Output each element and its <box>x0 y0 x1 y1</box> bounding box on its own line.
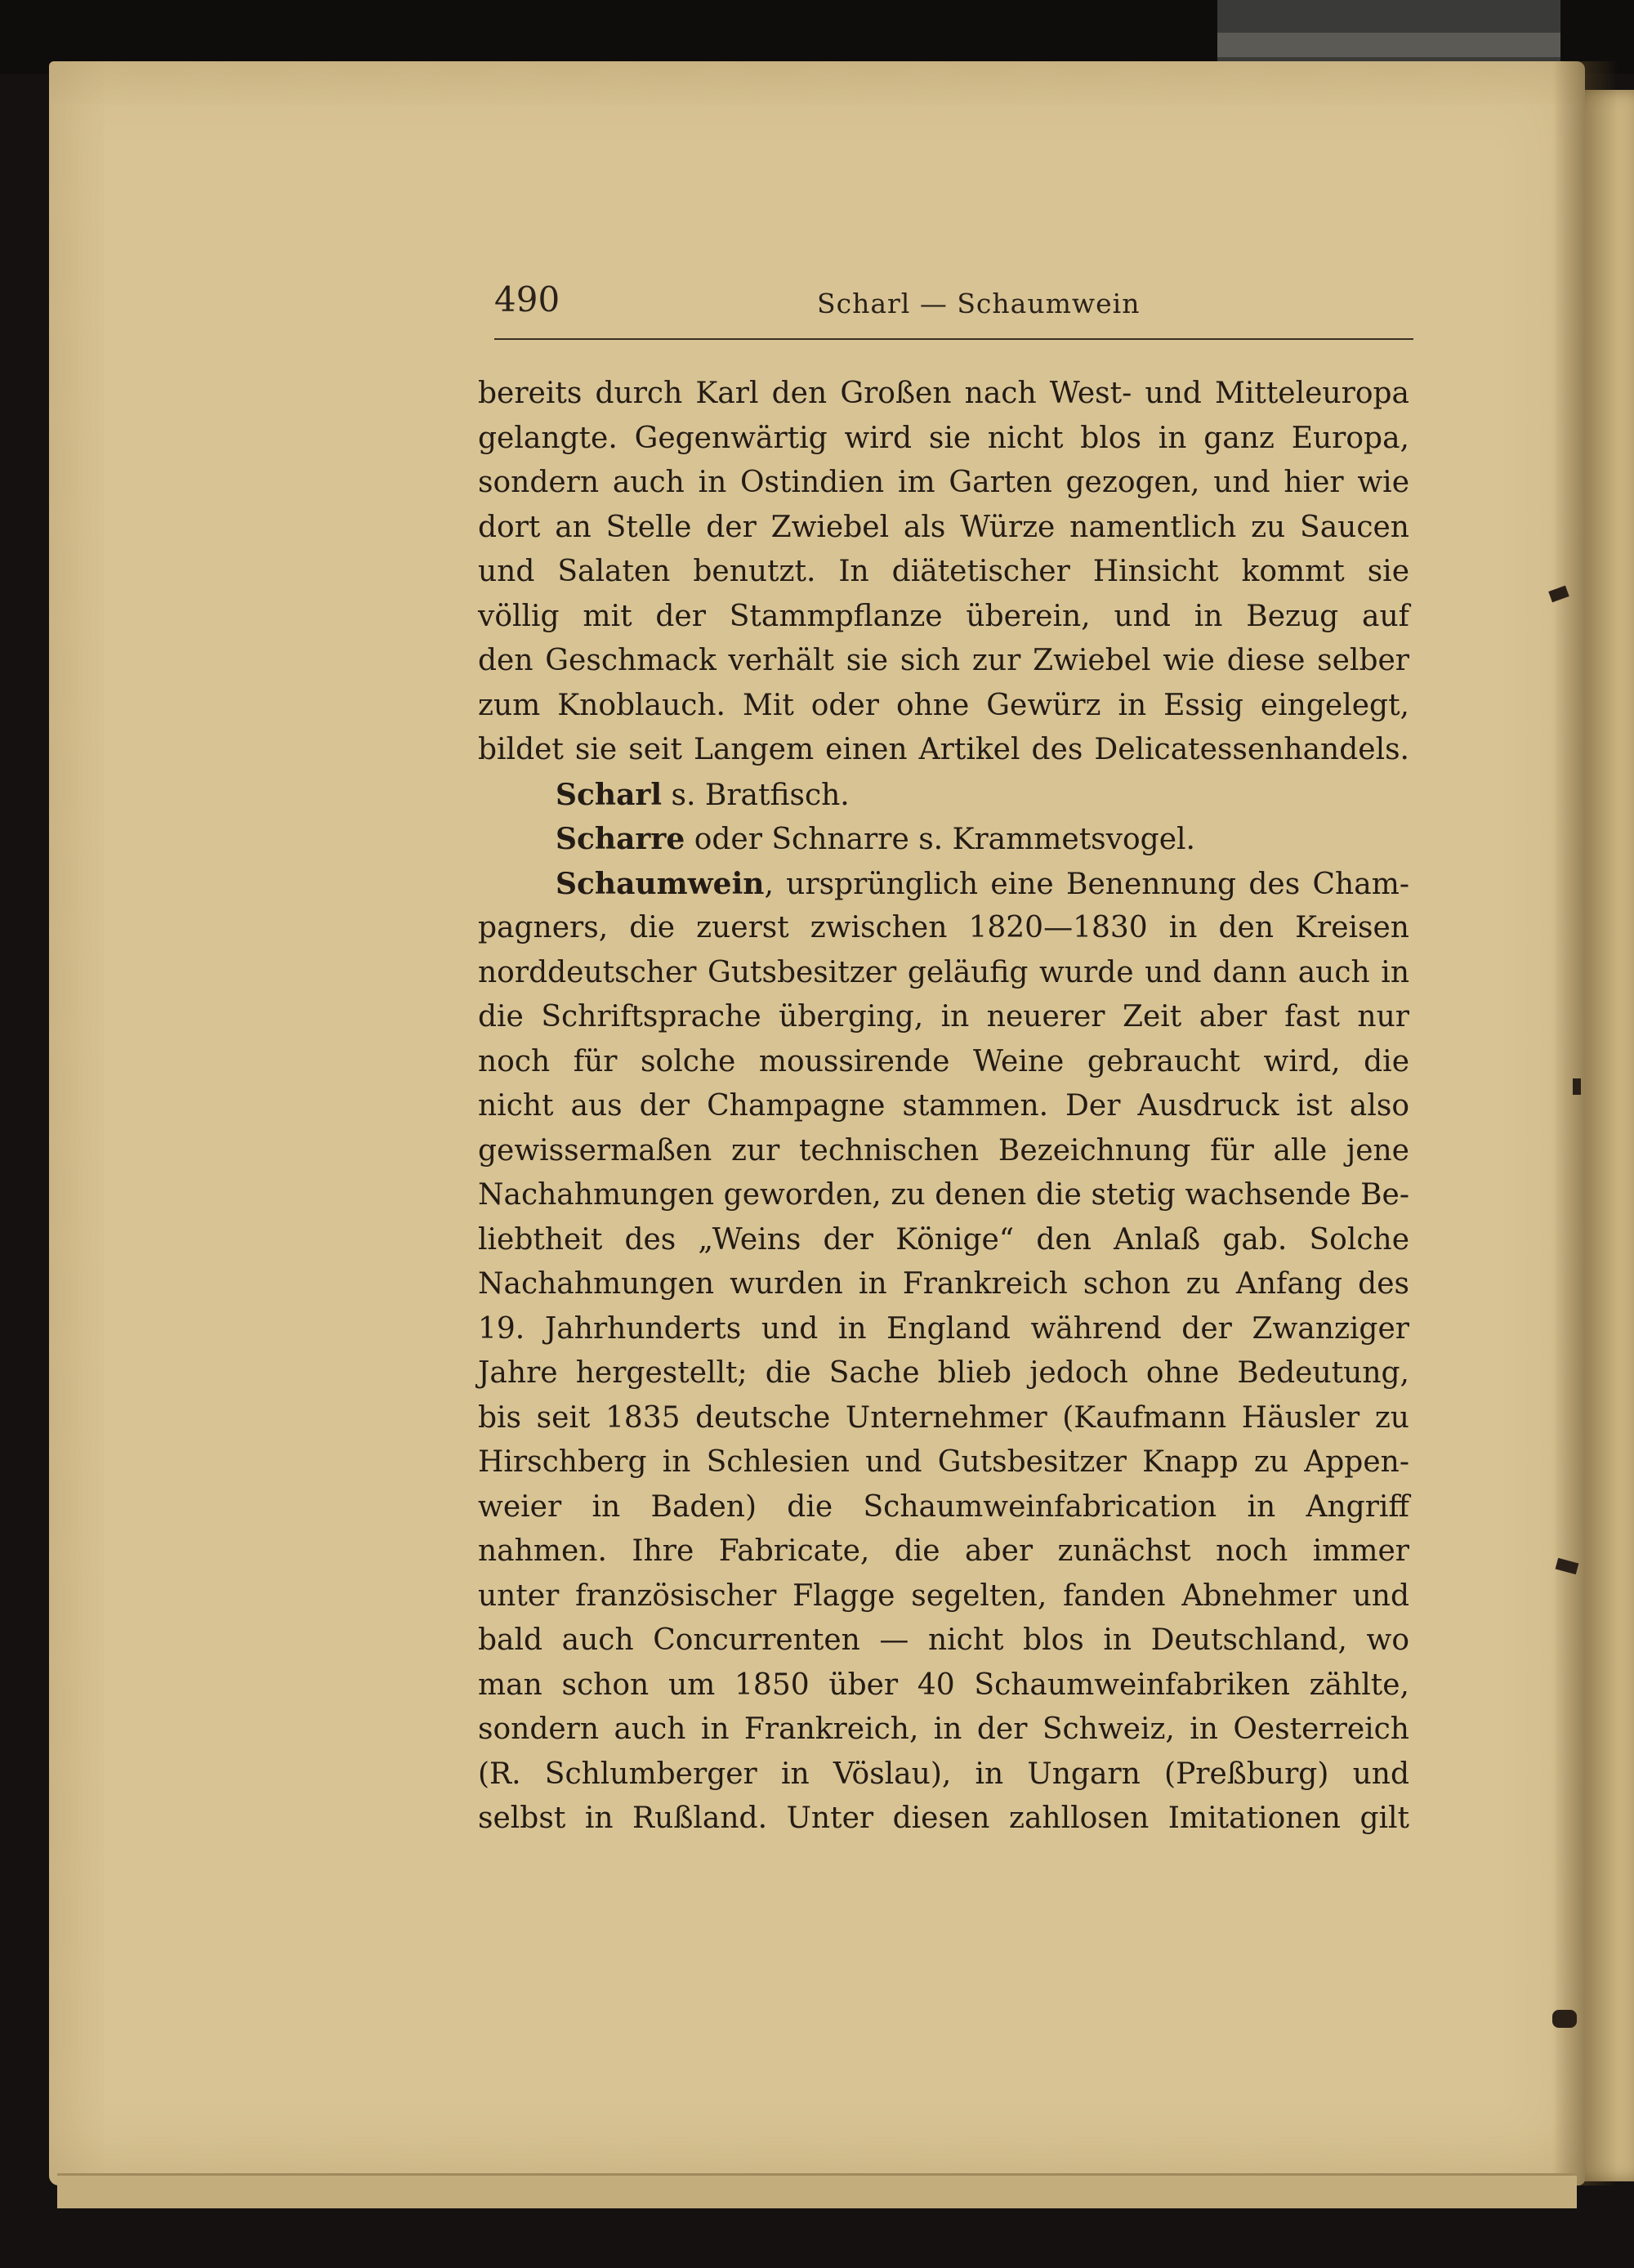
entry-scharl-text: s. Bratfisch. <box>662 778 850 812</box>
running-head: Scharl — Schaumwein <box>817 288 1141 319</box>
text-line: sondern auch in Ostindien im Garten gezogen, und hier wie <box>478 466 1409 499</box>
entry-scharre <box>478 817 1409 862</box>
text-line: selbst in Rußland. Unter diesen zahllosen Imitationen gilt <box>478 1801 1409 1835</box>
page-header <box>494 279 1413 340</box>
page-fold-shadow <box>1552 61 1618 2185</box>
page-number: 490 <box>494 279 560 319</box>
text-line: liebtheit des „Weins der Könige“ den Anlaß gab. Solche <box>478 1222 1409 1257</box>
text-line: gelangte. Gegenwärtig wird sie nicht blos in ganz Europa, <box>478 421 1409 455</box>
text-line: die Schriftsprache überging, in neuerer Zeit aber fast nur <box>478 1000 1409 1034</box>
text-line: dort an Stelle der Zwiebel als Würze namentlich zu Saucen <box>478 510 1409 544</box>
text-line: den Geschmack verhält sie sich zur Zwiebel wie diese selber <box>478 644 1409 677</box>
text-line: Hirschberg in Schlesien und Gutsbesitzer Knapp zu Appen- <box>478 1445 1409 1479</box>
text-line: norddeutscher Gutsbesitzer geläufig wurde und dann auch in <box>478 955 1409 989</box>
headword-scharre: Scharre <box>556 822 685 856</box>
headword-scharl: Scharl <box>556 777 663 812</box>
text-line: sondern auch in Frankreich, in der Schweiz, in Oesterreich <box>478 1712 1409 1746</box>
headword-schaumwein: Schaumwein <box>556 866 765 901</box>
text-line: völlig mit der Stammpflanze überein, und in Bezug auf <box>478 599 1409 633</box>
text-line: bereits durch Karl den Großen nach West- und Mitteleuropa <box>478 377 1409 410</box>
text-line: bald auch Concurrenten — nicht blos in Deutschland, wo <box>478 1623 1409 1657</box>
text-line: zum Knoblauch. Mit oder ohne Gewürz in Essig eingelegt, <box>478 688 1409 722</box>
text-line: Nachahmungen wurden in Frankreich schon zu Anfang des <box>478 1267 1409 1301</box>
text-line: weier in Baden) die Schaumweinfabrication in Angriff <box>478 1489 1409 1524</box>
text-line: nahmen. Ihre Fabricate, die aber zunächst noch immer <box>478 1534 1409 1568</box>
text-line: noch für solche moussirende Weine gebraucht wird, die <box>478 1044 1409 1078</box>
text-line: und Salaten benutzt. In diätetischer Hinsicht kommt sie <box>478 555 1409 588</box>
text-line: Jahre hergestellt; die Sache blieb jedoch ohne Bedeutung, <box>478 1356 1409 1390</box>
entry-scharl <box>478 773 1409 818</box>
entry-schaumwein <box>478 862 1409 907</box>
text-line: (R. Schlumberger in Vöslau), in Ungarn (Preßburg) und <box>478 1757 1409 1791</box>
binding-thread-mark <box>1552 2010 1577 2028</box>
entry-scharre-text: oder Schnarre s. Krammetsvogel. <box>685 823 1195 856</box>
text-line: Nachahmungen geworden, zu denen die stetig wachsende Be- <box>478 1178 1409 1212</box>
text-line: bis seit 1835 deutsche Unternehmer (Kaufmann Häusler zu <box>478 1400 1409 1435</box>
text-line: unter französischer Flagge segelten, fanden Abnehmer und <box>478 1578 1409 1613</box>
body-text <box>478 372 1409 1842</box>
text-line: nicht aus der Champagne stammen. Der Ausdruck ist also <box>478 1089 1409 1123</box>
text-line: bildet sie seit Langem einen Artikel des Delicatessenhandels. <box>478 733 1409 766</box>
text-line: gewissermaßen zur technischen Bezeichnung für alle jene <box>478 1133 1409 1167</box>
text-line: man schon um 1850 über 40 Schaumweinfabriken zählte, <box>478 1668 1409 1702</box>
entry-schaumwein-text: , ursprünglich eine Benennung des Cham- <box>764 867 1409 901</box>
text-line: pagners, die zuerst zwischen 1820—1830 in den Kreisen <box>478 911 1409 944</box>
page-bottom-edge <box>57 2173 1577 2208</box>
binding-thread-mark <box>1573 1078 1581 1095</box>
text-line: 19. Jahrhunderts und in England während der Zwanziger <box>478 1311 1409 1346</box>
book-binding-edge <box>1217 33 1560 57</box>
